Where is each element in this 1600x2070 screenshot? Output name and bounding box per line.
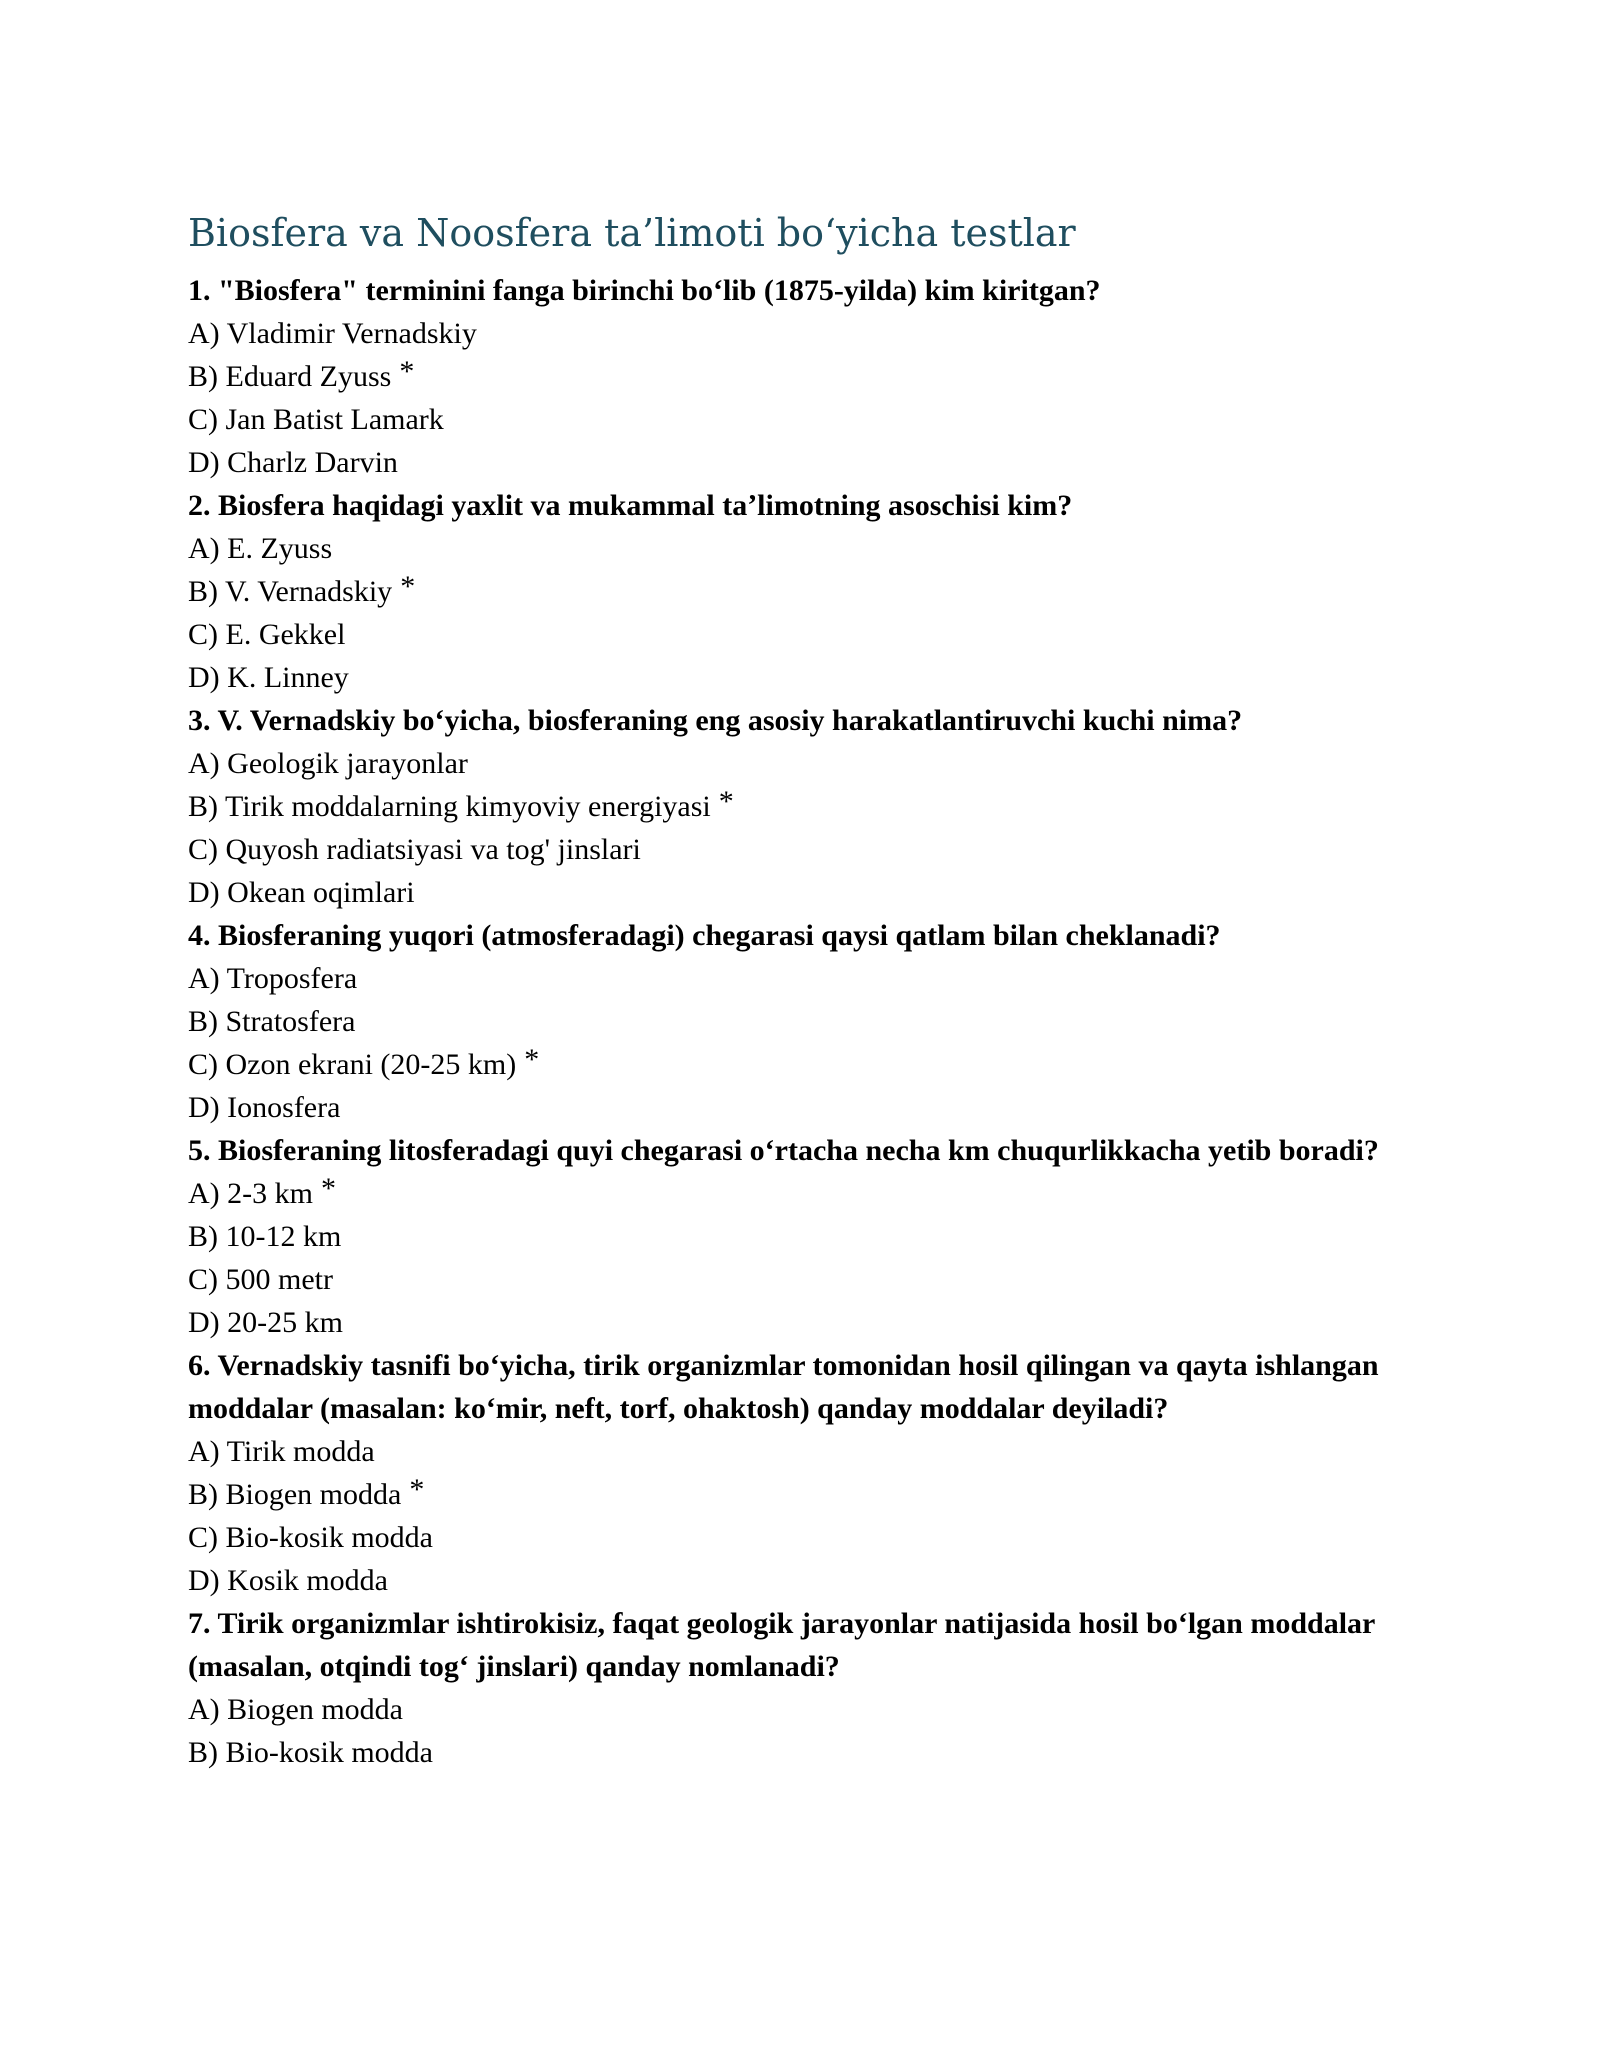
answer-option-text: A) E. Zyuss	[188, 532, 333, 565]
answer-option-text: C) E. Gekkel	[188, 618, 346, 651]
question-block	[188, 269, 1388, 484]
answer-option-text: C) 500 metr	[188, 1263, 333, 1296]
answer-option	[188, 613, 1388, 656]
question-text: 1. "Biosfera" terminini fanga birinchi boʻlib (1875-yilda) kim kiritgan?	[188, 274, 1101, 307]
answer-option	[188, 1516, 1388, 1559]
answer-option-text: D) Kosik modda	[188, 1564, 388, 1597]
answer-option	[188, 1000, 1388, 1043]
answer-option-text: D) Ionosfera	[188, 1091, 341, 1124]
answer-option	[188, 1258, 1388, 1301]
question-block	[188, 1602, 1388, 1774]
answer-option	[188, 312, 1388, 355]
question-block	[188, 1129, 1388, 1344]
answer-option-text: A) Tirik modda	[188, 1435, 375, 1468]
answer-option	[188, 441, 1388, 484]
answer-option	[188, 785, 1388, 828]
answer-option	[188, 871, 1388, 914]
answer-option	[188, 1688, 1388, 1731]
question-list	[188, 269, 1388, 1774]
answer-option	[188, 570, 1388, 613]
question-text: 5. Biosferaning litosferadagi quyi chegarasi oʻrtacha necha km chuqurlikkacha yetib boradi?	[188, 1134, 1379, 1167]
answer-option-text: B) Bio-kosik modda	[188, 1736, 433, 1769]
correct-answer-mark: *	[320, 1172, 336, 1205]
question-text: 2. Biosfera haqidagi yaxlit va mukammal taʼlimotning asoschisi kim?	[188, 489, 1073, 522]
answer-option-text: B) Eduard Zyuss	[188, 360, 392, 393]
correct-answer-mark: *	[524, 1043, 540, 1076]
answer-option	[188, 828, 1388, 871]
answer-option-text: A) Vladimir Vernadskiy	[188, 317, 477, 350]
document-content	[188, 205, 1388, 1774]
answer-option	[188, 656, 1388, 699]
answer-option	[188, 1215, 1388, 1258]
answer-option-text: D) Charlz Darvin	[188, 446, 398, 479]
answer-option-text: A) Biogen modda	[188, 1693, 403, 1726]
answer-option-text: A) 2-3 km	[188, 1177, 313, 1210]
answer-option	[188, 742, 1388, 785]
correct-answer-mark: *	[399, 355, 415, 388]
answer-option-text: C) Bio-kosik modda	[188, 1521, 433, 1554]
answer-option-text: B) Tirik moddalarning kimyoviy energiyasi	[188, 790, 711, 823]
answer-option	[188, 1559, 1388, 1602]
answer-option-text: B) V. Vernadskiy	[188, 575, 393, 608]
answer-option-text: D) 20-25 km	[188, 1306, 343, 1339]
answer-option-text: C) Quyosh radiatsiyasi va tog' jinslari	[188, 833, 641, 866]
correct-answer-mark: *	[400, 570, 416, 603]
answer-option	[188, 398, 1388, 441]
question-text: 6. Vernadskiy tasnifi boʻyicha, tirik organizmlar tomonidan hosil qilingan va qayta ishlangan moddalar (masalan: koʻmir, neft, torf, ohaktosh) qanday moddalar deyiladi?	[188, 1349, 1379, 1425]
answer-option	[188, 1172, 1388, 1215]
answer-option	[188, 1043, 1388, 1086]
answer-option	[188, 1473, 1388, 1516]
question-text: 3. V. Vernadskiy boʻyicha, biosferaning eng asosiy harakatlantiruvchi kuchi nima?	[188, 704, 1243, 737]
answer-option-text: B) 10-12 km	[188, 1220, 342, 1253]
answer-option-text: B) Biogen modda	[188, 1478, 402, 1511]
question-block	[188, 699, 1388, 914]
answer-option	[188, 1301, 1388, 1344]
answer-option	[188, 1086, 1388, 1129]
correct-answer-mark: *	[409, 1473, 425, 1506]
answer-option	[188, 1731, 1388, 1774]
answer-option	[188, 1430, 1388, 1473]
document-title: Biosfera va Noosfera ta’limoti bo‘yicha testlar	[188, 211, 1076, 255]
question-text: 4. Biosferaning yuqori (atmosferadagi) chegarasi qaysi qatlam bilan cheklanadi?	[188, 919, 1221, 952]
correct-answer-mark: *	[718, 785, 734, 818]
question-block	[188, 1344, 1388, 1602]
answer-option-text: D) K. Linney	[188, 661, 349, 694]
question-block	[188, 484, 1388, 699]
answer-option-text: D) Okean oqimlari	[188, 876, 415, 909]
answer-option-text: B) Stratosfera	[188, 1005, 356, 1038]
answer-option-text: C) Jan Batist Lamark	[188, 403, 444, 436]
answer-option	[188, 355, 1388, 398]
answer-option-text: A) Troposfera	[188, 962, 358, 995]
question-text: 7. Tirik organizmlar ishtirokisiz, faqat geologik jarayonlar natijasida hosil boʻlgan moddalar (masalan, otqindi togʻ jinslari) qanday nomlanadi?	[188, 1607, 1375, 1683]
question-block	[188, 914, 1388, 1129]
answer-option-text: A) Geologik jarayonlar	[188, 747, 468, 780]
answer-option-text: C) Ozon ekrani (20-25 km)	[188, 1048, 517, 1081]
answer-option	[188, 527, 1388, 570]
answer-option	[188, 957, 1388, 1000]
